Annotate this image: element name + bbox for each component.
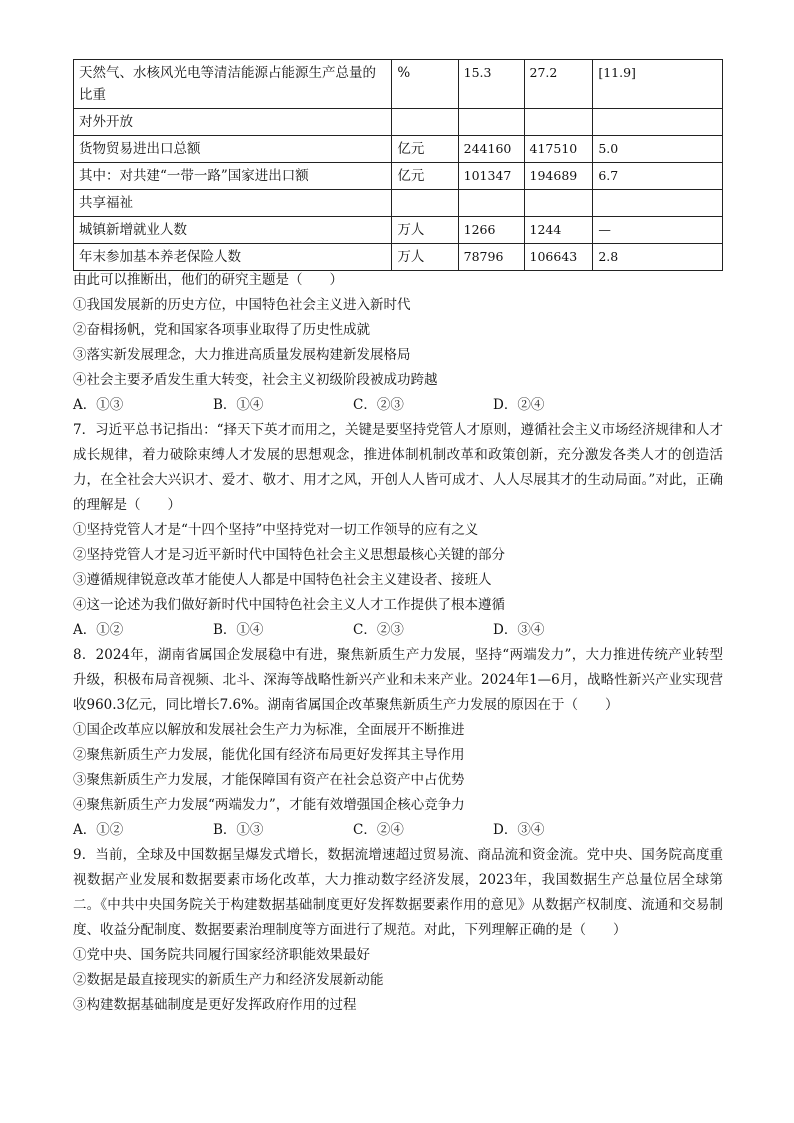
question-6-options <box>73 393 723 418</box>
table-cell: 亿元 <box>392 163 458 190</box>
question-8-item: ④聚焦新质生产力发展“两端发力”，才能有效增强国企核心竞争力 <box>73 797 465 813</box>
table-cell: 27.2 <box>524 60 593 109</box>
question-8-item: ①国企改革应以解放和发展社会生产力为标准，全面展开不断推进 <box>73 722 465 738</box>
table-cell: 万人 <box>392 217 458 244</box>
table-cell <box>458 190 524 217</box>
table-cell: 1244 <box>524 217 593 244</box>
question-9-stem: 9．当前，全球及中国数据呈爆发式增长，数据流增速超过贸易流、商品流和资金流。党中央、国务院高度重视数据产业发展和数据要素市场化改革，大力推动数字经济发展，2023年，我国数据生产总量位居全球第二。《中共中央国务院关于构建数据基础制度更好发挥数据要素作用的意见》从数据产权制度、流通和交易制度、收益分配制度、数据要素治理制度等方面进行了规范。对此，下列理解正确的是（ ） <box>73 847 723 938</box>
option-a: A．①② <box>73 822 124 838</box>
table-cell: 城镇新增就业人数 <box>74 217 392 244</box>
table-cell: 15.3 <box>458 60 524 109</box>
option-a: A．①③ <box>73 397 124 413</box>
table-row <box>74 163 723 190</box>
table-cell: 货物贸易进出口总额 <box>74 136 392 163</box>
table-cell: 年末参加基本养老保险人数 <box>74 244 392 271</box>
question-8-options <box>73 818 723 843</box>
table-row <box>74 190 723 217</box>
table-row <box>74 244 723 271</box>
table-cell <box>593 190 723 217</box>
table-cell <box>524 190 593 217</box>
table-row <box>74 60 723 109</box>
table-cell: 106643 <box>524 244 593 271</box>
question-9-item: ①党中央、国务院共同履行国家经济职能效果最好 <box>73 947 370 963</box>
option-c: C．②④ <box>353 822 404 838</box>
option-d: D．②④ <box>493 397 545 413</box>
question-7-options <box>73 618 723 643</box>
question-7-item: ④这一论述为我们做好新时代中国特色社会主义人才工作提供了根本遵循 <box>73 597 505 613</box>
table-cell: 2.8 <box>593 244 723 271</box>
table-cell: — <box>593 217 723 244</box>
question-7-item: ②坚持党管人才是习近平新时代中国特色社会主义思想最核心关键的部分 <box>73 547 505 563</box>
option-a: A．①② <box>73 622 124 638</box>
table-cell: 6.7 <box>593 163 723 190</box>
table-cell: 天然气、水核风光电等清洁能源占能源生产总量的比重 <box>74 60 392 109</box>
table-cell: % <box>392 60 458 109</box>
table-cell: 417510 <box>524 136 593 163</box>
question-6-item: ③落实新发展理念，大力推进高质量发展构建新发展格局 <box>73 347 411 363</box>
question-7-item: ①坚持党管人才是“十四个坚持”中坚持党对一切工作领导的应有之义 <box>73 522 479 538</box>
table-cell: 5.0 <box>593 136 723 163</box>
table-cell: 共享福祉 <box>74 190 392 217</box>
table-cell <box>392 190 458 217</box>
table-cell: 101347 <box>458 163 524 190</box>
table-cell: 78796 <box>458 244 524 271</box>
option-d: D．③④ <box>493 622 545 638</box>
question-7-item: ③遵循规律锐意改革才能使人人都是中国特色社会主义建设者、接班人 <box>73 572 492 588</box>
table-row <box>74 136 723 163</box>
table-cell <box>593 109 723 136</box>
question-8-stem: 8．2024年，湖南省属国企发展稳中有进，聚焦新质生产力发展，坚持“两端发力”，大力推进传统产业转型升级，积极布局音视频、北斗、深海等战略性新兴产业和未来产业。2024年1—6月，战略性新兴产业实现营收960.3亿元，同比增长7.6%。湖南省属国企改革聚焦新质生产力发展的原因在于（ ） <box>73 647 723 713</box>
question-8-item: ③聚焦新质生产力发展，才能保障国有资产在社会总资产中占优势 <box>73 772 465 788</box>
option-c: C．②③ <box>353 397 404 413</box>
option-b: B．①③ <box>213 822 264 838</box>
table-row <box>74 109 723 136</box>
table-cell <box>392 109 458 136</box>
question-7-stem: 7．习近平总书记指出：“择天下英才而用之，关键是要坚持党管人才原则，遵循社会主义市场经济规律和人才成长规律，着力破除束缚人才发展的思想观念，推进体制机制改革和政策创新，充分激发各类人才的创造活力，在全社会大兴识才、爱才、敬才、用才之风，开创人人皆可成才、人人尽展其才的生动局面。”对此，正确的理解是（ ） <box>73 422 723 513</box>
question-7 <box>73 418 723 643</box>
option-c: C．②③ <box>353 622 404 638</box>
table-cell: 亿元 <box>392 136 458 163</box>
option-b: B．①④ <box>213 397 264 413</box>
table-cell: 194689 <box>524 163 593 190</box>
table-cell: [11.9] <box>593 60 723 109</box>
question-6 <box>73 268 723 418</box>
question-6-item: ①我国发展新的历史方位，中国特色社会主义进入新时代 <box>73 297 411 313</box>
question-8 <box>73 643 723 843</box>
table-cell: 244160 <box>458 136 524 163</box>
table-cell: 万人 <box>392 244 458 271</box>
option-b: B．①④ <box>213 622 264 638</box>
table-cell <box>524 109 593 136</box>
question-content <box>73 268 723 1018</box>
option-d: D．③④ <box>493 822 545 838</box>
table-cell: 1266 <box>458 217 524 244</box>
question-8-item: ②聚焦新质生产力发展，能优化国有经济布局更好发挥其主导作用 <box>73 747 465 763</box>
question-9-item: ②数据是最直接现实的新质生产力和经济发展新动能 <box>73 972 384 988</box>
statistics-table <box>73 59 723 271</box>
question-6-stem: 由此可以推断出，他们的研究主题是（ ） <box>73 272 343 288</box>
table-cell <box>458 109 524 136</box>
question-6-item: ④社会主要矛盾发生重大转变，社会主义初级阶段被成功跨越 <box>73 372 438 388</box>
question-9-item: ③构建数据基础制度是更好发挥政府作用的过程 <box>73 997 357 1013</box>
table-cell: 对外开放 <box>74 109 392 136</box>
table-cell: 其中：对共建“一带一路”国家进出口额 <box>74 163 392 190</box>
table-row <box>74 217 723 244</box>
question-6-item: ②奋楫扬帆，党和国家各项事业取得了历史性成就 <box>73 322 370 338</box>
question-9 <box>73 843 723 1018</box>
